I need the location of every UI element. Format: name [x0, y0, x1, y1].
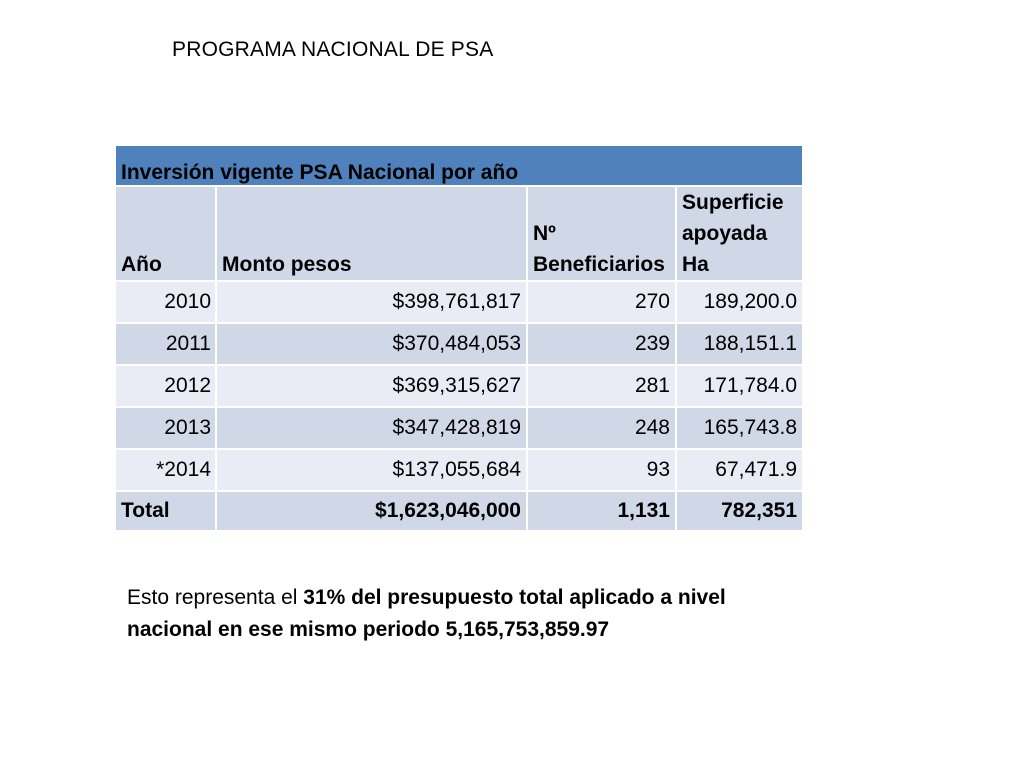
budget-note: [127, 582, 747, 646]
total-label: Total: [116, 492, 215, 530]
cell-amount: $347,428,819: [217, 408, 526, 448]
table-caption-row: [116, 146, 802, 185]
cell-area: 171,784.0: [677, 366, 802, 406]
cell-area: 188,151.1: [677, 324, 802, 364]
table-row: [116, 324, 802, 364]
cell-beneficiaries: 281: [528, 366, 675, 406]
cell-area: 67,471.9: [677, 450, 802, 490]
table-row: [116, 366, 802, 406]
investment-table-container: [116, 146, 798, 532]
cell-beneficiaries: 239: [528, 324, 675, 364]
cell-beneficiaries: 248: [528, 408, 675, 448]
cell-amount: $370,484,053: [217, 324, 526, 364]
header-beneficiaries: Nº Beneficiarios: [528, 187, 675, 280]
table-header-row: [116, 187, 802, 280]
cell-beneficiaries: 93: [528, 450, 675, 490]
cell-area: 189,200.0: [677, 282, 802, 322]
cell-year: 2010: [116, 282, 215, 322]
cell-year: 2012: [116, 366, 215, 406]
cell-amount: $137,055,684: [217, 450, 526, 490]
cell-year: 2013: [116, 408, 215, 448]
table-caption: Inversión vigente PSA Nacional por año: [116, 146, 802, 185]
cell-year: *2014: [116, 450, 215, 490]
table-row: [116, 408, 802, 448]
table-total-row: [116, 492, 802, 530]
cell-area: 165,743.8: [677, 408, 802, 448]
header-amount: Monto pesos: [217, 187, 526, 280]
table-row: [116, 282, 802, 322]
investment-table: [114, 144, 804, 532]
header-area: Superficie apoyada Ha: [677, 187, 802, 280]
cell-amount: $369,315,627: [217, 366, 526, 406]
cell-beneficiaries: 270: [528, 282, 675, 322]
cell-amount: $398,761,817: [217, 282, 526, 322]
total-area: 782,351: [677, 492, 802, 530]
header-year: Año: [116, 187, 215, 280]
table-row: [116, 450, 802, 490]
note-prefix: Esto representa el: [127, 586, 304, 609]
total-amount: $1,623,046,000: [217, 492, 526, 530]
cell-year: 2011: [116, 324, 215, 364]
note-emphasis: 31% del presupuesto total aplicado a nivel nacional en ese mismo periodo 5,165,753,859.97: [127, 586, 726, 641]
slide-title: PROGRAMA NACIONAL DE PSA: [172, 38, 494, 61]
total-beneficiaries: 1,131: [528, 492, 675, 530]
